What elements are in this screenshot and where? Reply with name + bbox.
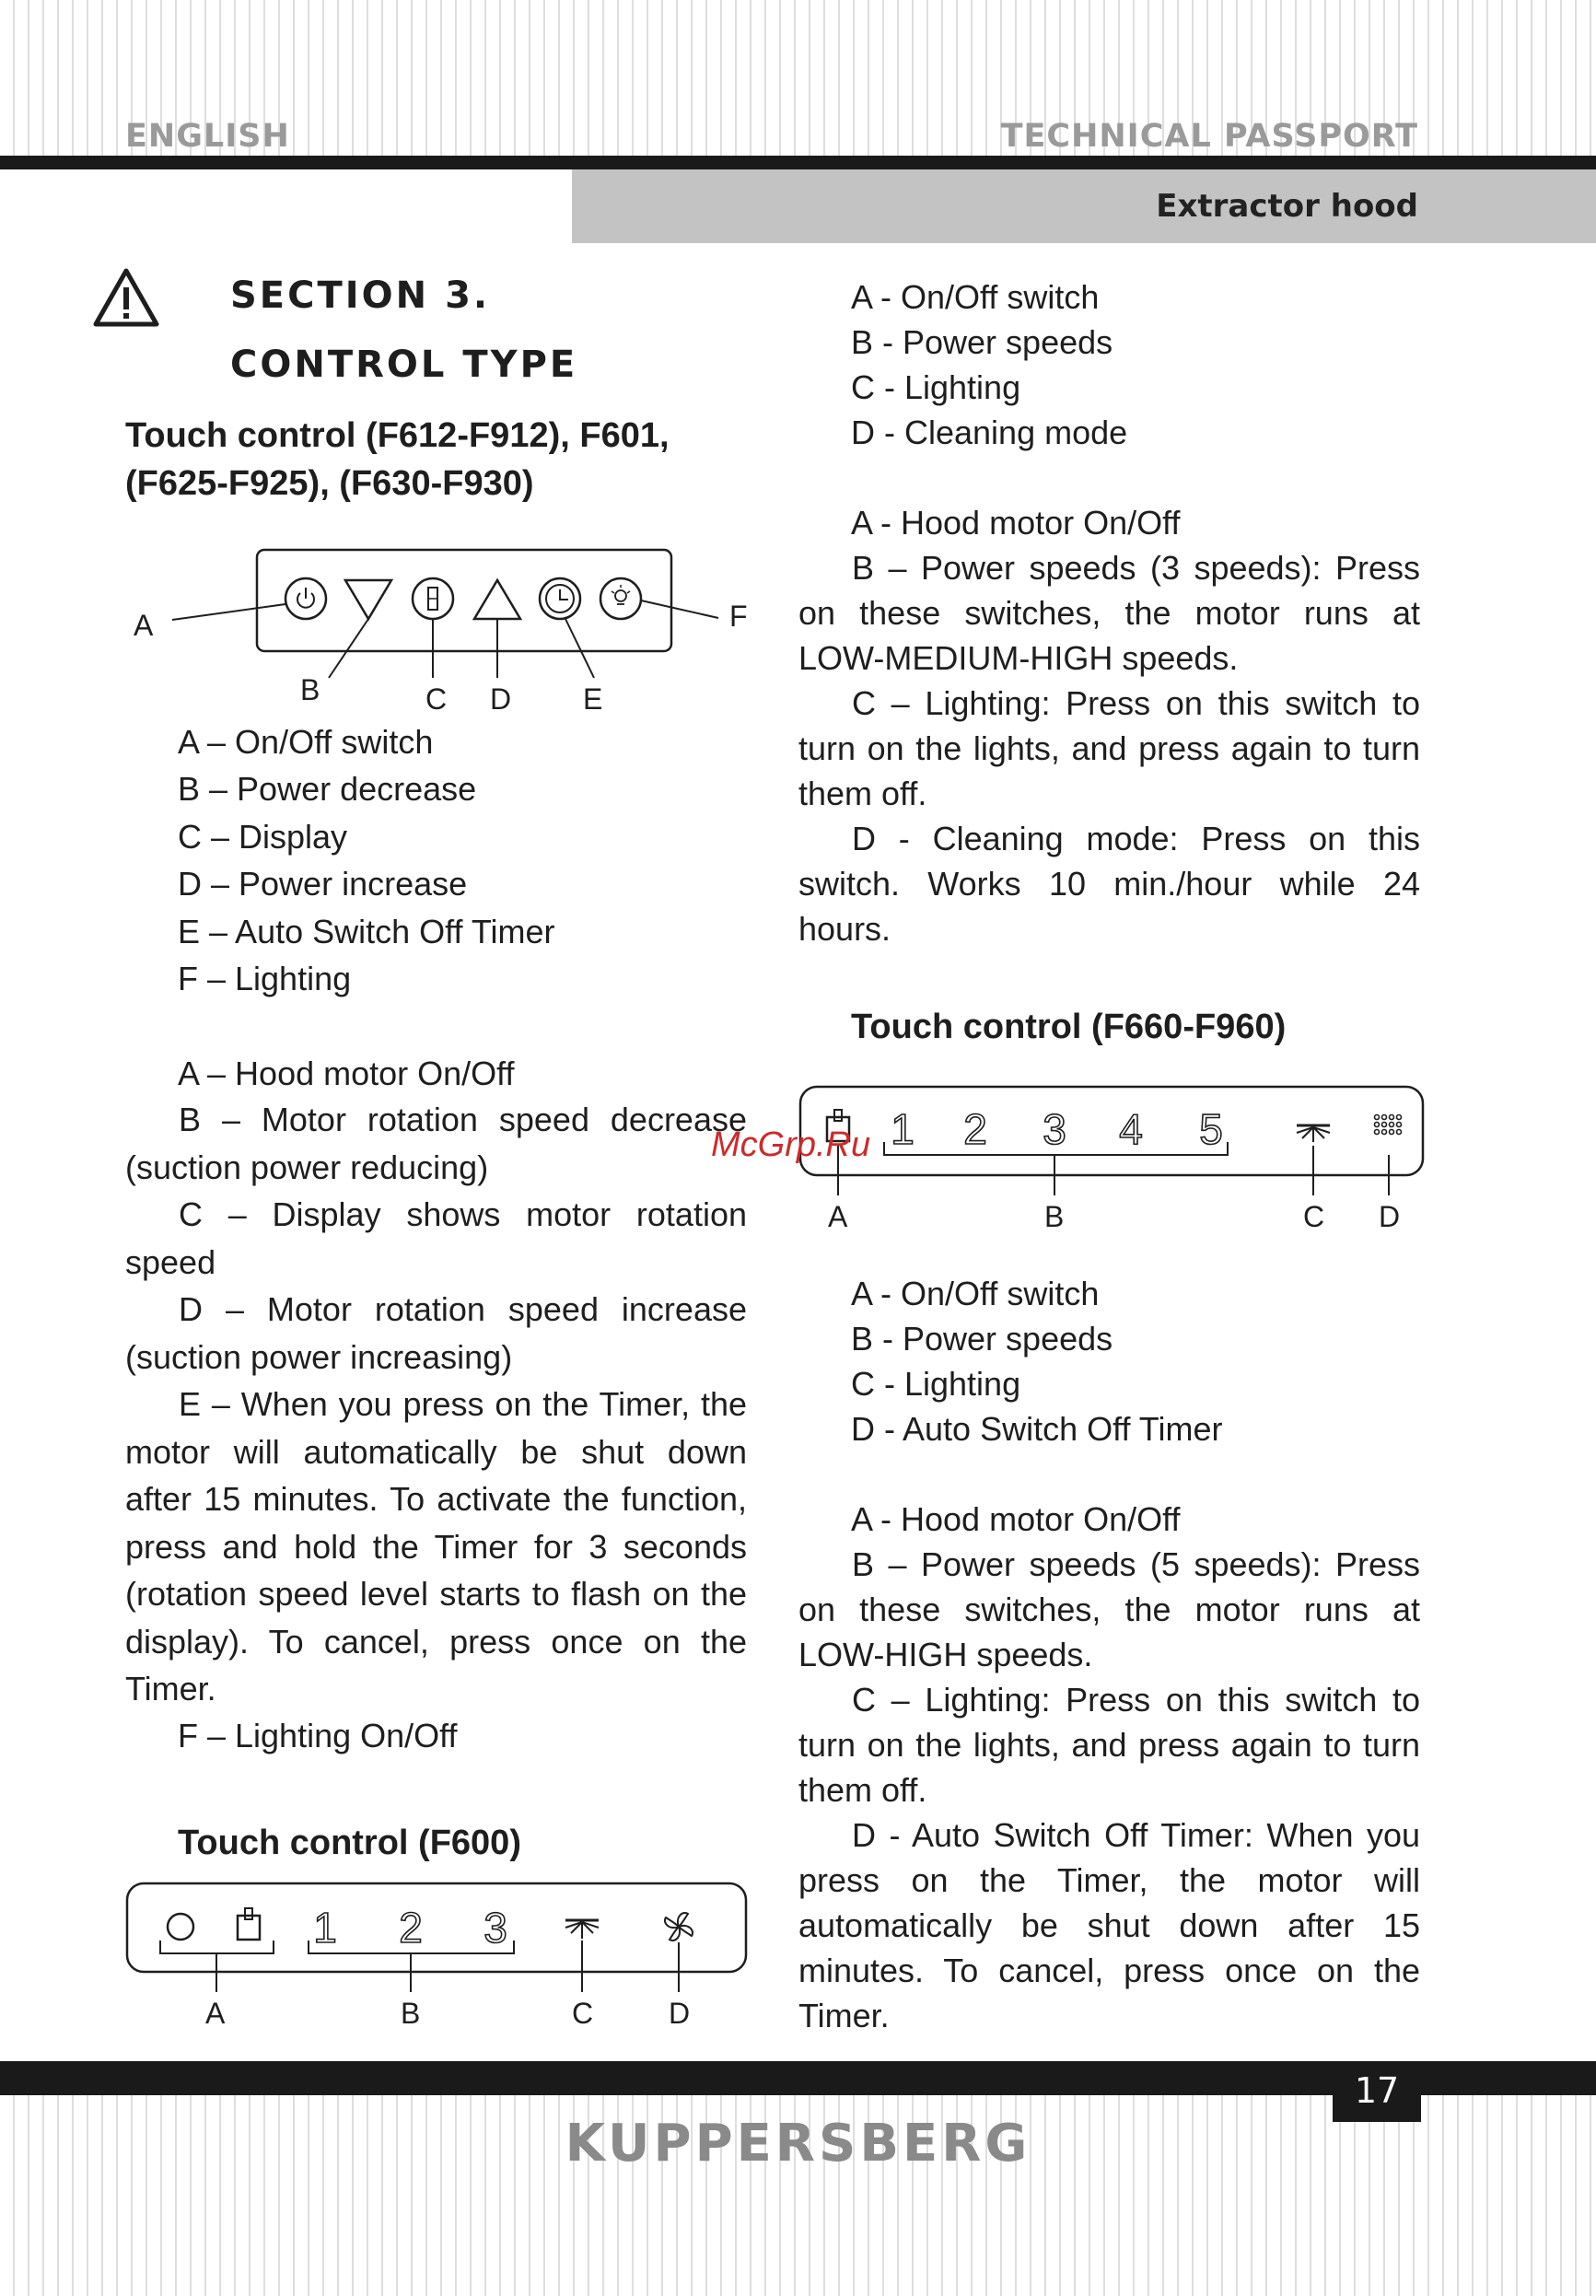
description-item: A - Hood motor On/Off xyxy=(851,1500,1181,1538)
callout-d: D xyxy=(1379,1200,1401,1233)
speed-1: 1 xyxy=(891,1105,914,1153)
description-item: C – Lighting: Press on this switch to turn on the lights, and press again to turn them off. xyxy=(798,1681,1420,1809)
description-item: D - Auto Switch Off Timer: When you press on the Timer, the motor will automatically be shut down after 15 minutes. To cancel, press once on the Timer. xyxy=(798,1816,1420,2034)
callout-c: C xyxy=(1303,1200,1325,1233)
speed-5: 5 xyxy=(1199,1105,1223,1153)
callout-e: E xyxy=(583,682,603,716)
description-item: D – Motor rotation speed increase (suction power increasing) xyxy=(125,1290,747,1376)
callout-a: A xyxy=(205,1997,226,2030)
description-item: C – Display shows motor rotation speed xyxy=(125,1195,747,1281)
section-number: SECTION 3. xyxy=(230,274,491,317)
description-item: B – Motor rotation speed decrease (suction power reducing) xyxy=(125,1101,747,1186)
callout-b: B xyxy=(1044,1200,1065,1233)
legend-item: C - Lighting xyxy=(851,368,1021,406)
lighting-icon xyxy=(565,1920,599,1939)
callout-a: A xyxy=(828,1200,848,1233)
callout-f: F xyxy=(729,600,748,633)
legend-item: E – Auto Switch Off Timer xyxy=(178,913,555,950)
legend-item: F – Lighting xyxy=(178,960,352,997)
panel1-descriptions xyxy=(125,1096,747,1713)
panel3-descriptions xyxy=(798,1542,1420,2038)
legend-item: A - On/Off switch xyxy=(851,1275,1100,1312)
description-item: B – Power speeds (5 speeds): Press on these switches, the motor runs at LOW-HIGH speeds. xyxy=(798,1545,1420,1673)
lighting-icon xyxy=(1297,1125,1330,1142)
description-item: A - Hood motor On/Off xyxy=(851,504,1181,542)
speed-3: 3 xyxy=(483,1904,507,1952)
legend-item: A - On/Off switch xyxy=(851,278,1100,316)
callout-b: B xyxy=(300,673,320,706)
header-language: ENGLISH xyxy=(125,118,290,155)
watermark: McGrp.Ru xyxy=(711,1125,871,1164)
header-rule xyxy=(0,156,1596,169)
panel3-heading: Touch control (F660-F960) xyxy=(851,1008,1287,1046)
description-item: E – When you press on the Timer, the motor will automatically be shut down after 15 minutes. To activate the function, press and hold the Timer for 3 seconds (rotation speed level starts to flash on the display). To cancel, press once on the Timer. xyxy=(125,1385,747,1707)
callout-d: D xyxy=(490,682,512,716)
warning-icon xyxy=(92,267,160,328)
legend-item: A – On/Off switch xyxy=(178,723,434,761)
callout-d: D xyxy=(669,1997,691,2030)
legend-item: B – Power decrease xyxy=(178,770,477,808)
power-icon xyxy=(285,578,326,619)
product-bar xyxy=(572,169,1596,243)
legend-item: D - Auto Switch Off Timer xyxy=(851,1410,1223,1448)
description-item: D - Cleaning mode: Press on this switch. Works 10 min./hour while 24 hours. xyxy=(798,820,1420,948)
fan-icon xyxy=(665,1913,693,1941)
description-item: B – Power speeds (3 speeds): Press on these switches, the motor runs at LOW-MEDIUM-HIGH speeds. xyxy=(798,549,1420,677)
timer-icon xyxy=(540,578,580,619)
speed-1: 1 xyxy=(313,1904,337,1952)
description-item: A – Hood motor On/Off xyxy=(178,1055,515,1092)
callout-c: C xyxy=(572,1997,594,2030)
speed-4: 4 xyxy=(1119,1105,1143,1153)
panel2-descriptions xyxy=(798,545,1420,951)
power-indicator-icon xyxy=(168,1914,193,1940)
brand-logo: KUPPERSBERG xyxy=(565,2114,1031,2174)
power-decrease-icon xyxy=(345,580,391,619)
description-item: F – Lighting On/Off xyxy=(178,1717,458,1754)
power-increase-icon xyxy=(474,580,520,619)
page-number: 17 xyxy=(1333,2061,1421,2122)
panel1-heading-line2: (F625-F925), (F630-F930) xyxy=(125,464,534,503)
power-button-icon xyxy=(238,1908,260,1940)
timer-dots-icon xyxy=(1375,1115,1402,1135)
product-title: Extractor hood xyxy=(1156,188,1418,225)
legend-item: B - Power speeds xyxy=(851,1320,1113,1358)
panel1-diagram xyxy=(120,534,764,728)
legend-item: D - Cleaning mode xyxy=(851,414,1128,451)
legend-item: D – Power increase xyxy=(178,865,468,903)
speed-2: 2 xyxy=(399,1904,423,1952)
panel1-heading-line1: Touch control (F612-F912), F601, xyxy=(125,416,670,455)
panel2-diagram xyxy=(120,1874,764,2040)
description-item: C – Lighting: Press on this switch to turn on the lights, and press again to turn them off. xyxy=(798,684,1420,812)
legend-item: B - Power speeds xyxy=(851,323,1113,361)
display-icon xyxy=(413,578,453,619)
speed-2: 2 xyxy=(963,1105,987,1153)
legend-item: C – Display xyxy=(178,818,348,856)
header-doc-type: TECHNICAL PASSPORT xyxy=(1000,118,1418,155)
panel3-diagram xyxy=(792,1078,1437,1239)
light-bulb-icon xyxy=(600,578,641,619)
callout-a: A xyxy=(134,609,154,642)
speed-3: 3 xyxy=(1043,1105,1066,1153)
callout-b: B xyxy=(401,1997,421,2030)
panel2-heading: Touch control (F600) xyxy=(178,1824,521,1862)
section-title: CONTROL TYPE xyxy=(230,344,578,386)
callout-c: C xyxy=(425,682,448,716)
legend-item: C - Lighting xyxy=(851,1365,1021,1403)
